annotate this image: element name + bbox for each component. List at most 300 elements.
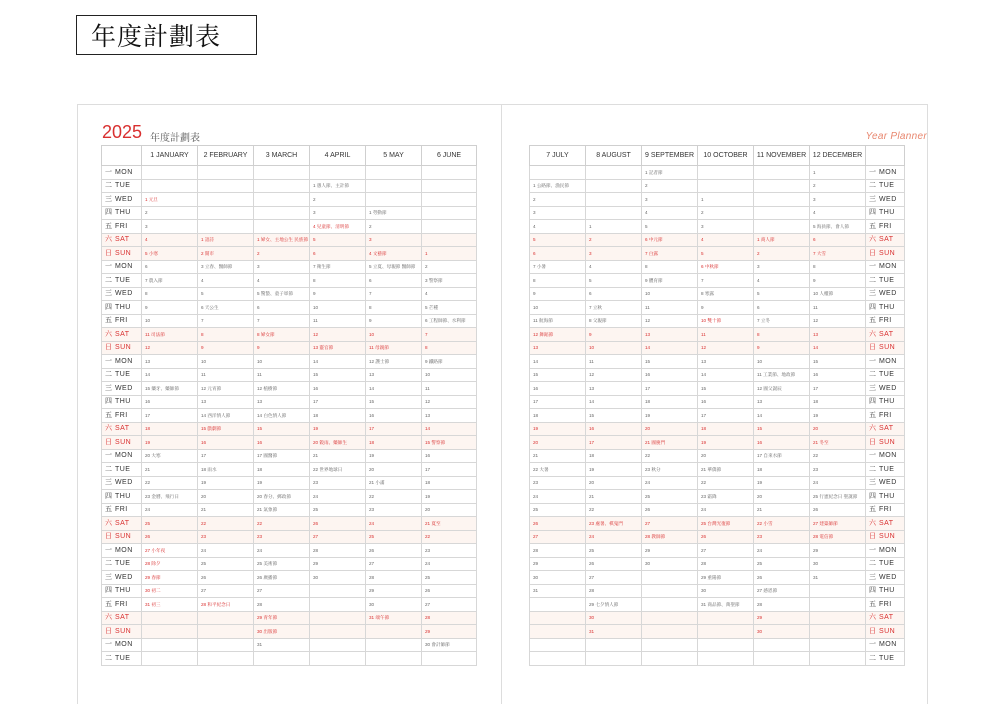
date-cell[interactable] (586, 638, 642, 652)
date-cell[interactable]: 7 大雪 (810, 247, 866, 261)
date-cell[interactable]: 12 國父誕辰 (754, 382, 810, 396)
date-cell[interactable] (310, 584, 366, 598)
date-cell[interactable]: 21 國慶門 (642, 436, 698, 450)
date-cell[interactable]: 11 司法節 (142, 328, 198, 342)
date-cell[interactable]: 12 舞蹈節 (530, 328, 586, 342)
date-cell[interactable]: 14 (530, 355, 586, 369)
date-cell[interactable]: 5 立夏、母親節 醫師節 (366, 260, 422, 274)
date-cell[interactable]: 20 (198, 490, 254, 504)
date-cell[interactable]: 27 (530, 530, 586, 544)
date-cell[interactable] (366, 166, 422, 180)
date-cell[interactable]: 26 (198, 571, 254, 585)
date-cell[interactable]: 13 (586, 382, 642, 396)
date-cell[interactable]: 28 (754, 598, 810, 612)
date-cell[interactable]: 27 建築師節 (810, 517, 866, 531)
date-cell[interactable]: 20 (698, 449, 754, 463)
date-cell[interactable]: 17 (310, 395, 366, 409)
date-cell[interactable]: 2 (810, 179, 866, 193)
date-cell[interactable]: 23 (754, 530, 810, 544)
date-cell[interactable]: 7 衛生節 (310, 260, 366, 274)
date-cell[interactable] (198, 638, 254, 652)
date-cell[interactable]: 17 自來水節 (754, 449, 810, 463)
date-cell[interactable] (422, 233, 477, 247)
date-cell[interactable]: 4 (254, 274, 310, 288)
date-cell[interactable]: 10 (422, 368, 477, 382)
date-cell[interactable] (422, 179, 477, 193)
date-cell[interactable]: 30 (754, 625, 810, 639)
date-cell[interactable]: 3 (754, 260, 810, 274)
date-cell[interactable] (810, 611, 866, 625)
date-cell[interactable] (586, 166, 642, 180)
date-cell[interactable]: 6 (254, 301, 310, 315)
date-cell[interactable]: 14 (366, 382, 422, 396)
date-cell[interactable]: 22 (642, 449, 698, 463)
date-cell[interactable]: 10 (642, 287, 698, 301)
date-cell[interactable] (422, 193, 477, 207)
date-cell[interactable]: 15 (310, 368, 366, 382)
date-cell[interactable]: 16 (310, 382, 366, 396)
date-cell[interactable]: 17 國醫節 (254, 449, 310, 463)
date-cell[interactable]: 14 西洋情人節 (198, 409, 254, 423)
date-cell[interactable]: 18 (310, 409, 366, 423)
date-cell[interactable]: 8 婦女節 (254, 328, 310, 342)
date-cell[interactable]: 9 (198, 341, 254, 355)
date-cell[interactable]: 24 (754, 544, 810, 558)
date-cell[interactable] (142, 611, 198, 625)
date-cell[interactable]: 22 (366, 490, 422, 504)
date-cell[interactable]: 31 (530, 584, 586, 598)
date-cell[interactable] (366, 638, 422, 652)
date-cell[interactable]: 4 (754, 274, 810, 288)
date-cell[interactable] (530, 625, 586, 639)
date-cell[interactable]: 23 金曆、飛行日 (142, 490, 198, 504)
date-cell[interactable]: 3 (698, 220, 754, 234)
date-cell[interactable]: 27 (642, 517, 698, 531)
date-cell[interactable]: 13 (366, 368, 422, 382)
date-cell[interactable]: 10 (198, 355, 254, 369)
date-cell[interactable] (810, 598, 866, 612)
date-cell[interactable]: 27 (310, 530, 366, 544)
date-cell[interactable]: 16 (642, 368, 698, 382)
date-cell[interactable]: 10 雙十節 (698, 314, 754, 328)
date-cell[interactable]: 13 (142, 355, 198, 369)
date-cell[interactable]: 11 (586, 355, 642, 369)
date-cell[interactable]: 8 (810, 260, 866, 274)
date-cell[interactable]: 20 穀雨、藥師生 (310, 436, 366, 450)
date-cell[interactable]: 20 (642, 422, 698, 436)
date-cell[interactable]: 5 芒種 (422, 301, 477, 315)
date-cell[interactable]: 25 (422, 571, 477, 585)
date-cell[interactable]: 5 (310, 233, 366, 247)
date-cell[interactable]: 9 體育節 (642, 274, 698, 288)
date-cell[interactable]: 26 廣播節 (254, 571, 310, 585)
date-cell[interactable]: 16 (254, 436, 310, 450)
date-cell[interactable]: 18 (586, 449, 642, 463)
date-cell[interactable] (642, 611, 698, 625)
date-cell[interactable]: 28 (586, 584, 642, 598)
date-cell[interactable]: 25 美術節 (254, 557, 310, 571)
date-cell[interactable] (366, 625, 422, 639)
date-cell[interactable]: 29 (366, 584, 422, 598)
date-cell[interactable] (142, 179, 198, 193)
date-cell[interactable]: 16 (366, 409, 422, 423)
date-cell[interactable] (198, 652, 254, 666)
date-cell[interactable]: 22 (254, 517, 310, 531)
date-cell[interactable]: 18 (142, 422, 198, 436)
date-cell[interactable] (198, 193, 254, 207)
date-cell[interactable]: 5 (698, 247, 754, 261)
date-cell[interactable]: 11 航海節 (530, 314, 586, 328)
date-cell[interactable]: 15 藥牙、藥師節 (142, 382, 198, 396)
date-cell[interactable]: 31 端午節 (366, 611, 422, 625)
date-cell[interactable] (530, 166, 586, 180)
date-cell[interactable]: 18 (366, 436, 422, 450)
date-cell[interactable] (810, 584, 866, 598)
date-cell[interactable]: 9 (810, 274, 866, 288)
date-cell[interactable]: 15 警察節 (422, 436, 477, 450)
date-cell[interactable] (754, 652, 810, 666)
date-cell[interactable]: 26 (642, 503, 698, 517)
date-cell[interactable]: 20 (754, 490, 810, 504)
date-cell[interactable] (698, 638, 754, 652)
date-cell[interactable]: 23 (530, 476, 586, 490)
date-cell[interactable] (254, 166, 310, 180)
date-cell[interactable]: 5 驚蟄、童子軍節 (254, 287, 310, 301)
date-cell[interactable]: 6 (142, 260, 198, 274)
date-cell[interactable]: 16 (810, 368, 866, 382)
date-cell[interactable] (198, 166, 254, 180)
date-cell[interactable]: 3 (586, 247, 642, 261)
date-cell[interactable]: 6 (754, 301, 810, 315)
date-cell[interactable]: 15 (642, 355, 698, 369)
date-cell[interactable]: 8 (310, 274, 366, 288)
date-cell[interactable]: 17 (422, 463, 477, 477)
date-cell[interactable]: 9 (366, 314, 422, 328)
date-cell[interactable]: 31 商品節、萬聖節 (698, 598, 754, 612)
date-cell[interactable]: 8 (642, 260, 698, 274)
date-cell[interactable] (642, 625, 698, 639)
date-cell[interactable]: 13 (422, 409, 477, 423)
date-cell[interactable]: 18 (422, 476, 477, 490)
date-cell[interactable]: 23 霜降 (698, 490, 754, 504)
date-cell[interactable]: 9 (530, 287, 586, 301)
date-cell[interactable]: 26 (142, 530, 198, 544)
date-cell[interactable] (642, 652, 698, 666)
date-cell[interactable]: 10 (530, 301, 586, 315)
date-cell[interactable]: 22 (198, 517, 254, 531)
date-cell[interactable]: 6 中元節 (642, 233, 698, 247)
date-cell[interactable]: 24 (698, 503, 754, 517)
date-cell[interactable]: 23 (198, 530, 254, 544)
date-cell[interactable]: 15 (530, 368, 586, 382)
date-cell[interactable]: 23 (422, 544, 477, 558)
date-cell[interactable]: 28 (254, 598, 310, 612)
date-cell[interactable]: 24 (310, 490, 366, 504)
date-cell[interactable]: 30 (810, 557, 866, 571)
date-cell[interactable] (586, 206, 642, 220)
date-cell[interactable] (142, 625, 198, 639)
date-cell[interactable]: 9 (754, 341, 810, 355)
date-cell[interactable]: 9 (142, 301, 198, 315)
date-cell[interactable] (366, 652, 422, 666)
date-cell[interactable]: 8 (142, 287, 198, 301)
date-cell[interactable]: 11 (698, 328, 754, 342)
date-cell[interactable]: 15 (366, 395, 422, 409)
date-cell[interactable]: 3 (254, 260, 310, 274)
date-cell[interactable]: 3 (142, 220, 198, 234)
date-cell[interactable]: 22 (586, 503, 642, 517)
date-cell[interactable]: 29 (422, 625, 477, 639)
date-cell[interactable]: 11 (642, 301, 698, 315)
date-cell[interactable]: 23 (366, 503, 422, 517)
date-cell[interactable]: 13 (810, 328, 866, 342)
date-cell[interactable] (810, 625, 866, 639)
date-cell[interactable]: 17 (642, 382, 698, 396)
date-cell[interactable]: 26 (310, 517, 366, 531)
date-cell[interactable]: 6 (586, 287, 642, 301)
date-cell[interactable]: 25 台灣光復節 (698, 517, 754, 531)
date-cell[interactable]: 25 (198, 557, 254, 571)
date-cell[interactable]: 16 (142, 395, 198, 409)
date-cell[interactable]: 8 (530, 274, 586, 288)
date-cell[interactable]: 25 (530, 503, 586, 517)
date-cell[interactable]: 10 (142, 314, 198, 328)
date-cell[interactable]: 15 戲劇節 (198, 422, 254, 436)
date-cell[interactable] (198, 206, 254, 220)
date-cell[interactable]: 11 (198, 368, 254, 382)
date-cell[interactable]: 16 (198, 436, 254, 450)
date-cell[interactable]: 1 (586, 220, 642, 234)
date-cell[interactable]: 22 小雪 (754, 517, 810, 531)
date-cell[interactable]: 23 (810, 463, 866, 477)
date-cell[interactable] (198, 179, 254, 193)
date-cell[interactable] (642, 584, 698, 598)
date-cell[interactable]: 28 (366, 571, 422, 585)
date-cell[interactable]: 16 (754, 436, 810, 450)
date-cell[interactable] (310, 611, 366, 625)
date-cell[interactable] (422, 206, 477, 220)
date-cell[interactable]: 18 (530, 409, 586, 423)
date-cell[interactable]: 24 (142, 503, 198, 517)
date-cell[interactable]: 12 植樹節 (254, 382, 310, 396)
date-cell[interactable]: 2 (586, 233, 642, 247)
date-cell[interactable]: 4 (422, 287, 477, 301)
date-cell[interactable]: 2 (698, 206, 754, 220)
date-cell[interactable]: 6 (530, 247, 586, 261)
date-cell[interactable] (422, 652, 477, 666)
date-cell[interactable]: 30 (310, 571, 366, 585)
date-cell[interactable]: 9 (698, 301, 754, 315)
date-cell[interactable]: 13 (254, 395, 310, 409)
date-cell[interactable]: 21 冬至 (810, 436, 866, 450)
date-cell[interactable]: 1 語詩 (198, 233, 254, 247)
date-cell[interactable]: 15 (586, 409, 642, 423)
date-cell[interactable]: 9 (310, 287, 366, 301)
date-cell[interactable]: 29 青年節 (254, 611, 310, 625)
date-cell[interactable]: 10 (366, 328, 422, 342)
date-cell[interactable]: 6 (810, 233, 866, 247)
date-cell[interactable]: 17 (698, 409, 754, 423)
date-cell[interactable]: 10 (254, 355, 310, 369)
date-cell[interactable]: 24 (586, 530, 642, 544)
date-cell[interactable]: 8 (422, 341, 477, 355)
date-cell[interactable]: 7 立冬 (754, 314, 810, 328)
date-cell[interactable]: 29 (754, 611, 810, 625)
date-cell[interactable]: 7 (254, 314, 310, 328)
date-cell[interactable] (586, 179, 642, 193)
date-cell[interactable]: 2 (310, 193, 366, 207)
date-cell[interactable]: 21 氣象節 (254, 503, 310, 517)
date-cell[interactable]: 19 (366, 449, 422, 463)
date-cell[interactable]: 18 (754, 463, 810, 477)
date-cell[interactable]: 10 人權節 (810, 287, 866, 301)
date-cell[interactable]: 13 靈官節 (310, 341, 366, 355)
date-cell[interactable]: 28 (422, 611, 477, 625)
date-cell[interactable]: 30 (366, 598, 422, 612)
date-cell[interactable] (198, 611, 254, 625)
date-cell[interactable]: 14 (754, 409, 810, 423)
date-cell[interactable]: 20 (586, 476, 642, 490)
date-cell[interactable]: 27 (422, 598, 477, 612)
date-cell[interactable]: 11 (810, 301, 866, 315)
date-cell[interactable]: 25 (586, 544, 642, 558)
date-cell[interactable]: 24 (810, 476, 866, 490)
date-cell[interactable]: 21 (754, 503, 810, 517)
date-cell[interactable]: 13 (642, 328, 698, 342)
date-cell[interactable]: 2 (254, 247, 310, 261)
date-cell[interactable]: 20 大寒 (142, 449, 198, 463)
date-cell[interactable]: 6 (310, 247, 366, 261)
date-cell[interactable]: 6 工程師節、水利節 (422, 314, 477, 328)
date-cell[interactable] (422, 166, 477, 180)
date-cell[interactable] (586, 193, 642, 207)
date-cell[interactable]: 11 母親節 (366, 341, 422, 355)
date-cell[interactable]: 6 天公生 (198, 301, 254, 315)
date-cell[interactable]: 29 七夕情人節 (586, 598, 642, 612)
date-cell[interactable]: 30 出版節 (254, 625, 310, 639)
date-cell[interactable]: 5 (198, 287, 254, 301)
date-cell[interactable]: 30 (586, 611, 642, 625)
date-cell[interactable]: 6 (366, 274, 422, 288)
date-cell[interactable]: 26 (422, 584, 477, 598)
date-cell[interactable] (142, 652, 198, 666)
date-cell[interactable]: 19 (310, 422, 366, 436)
date-cell[interactable]: 19 (810, 409, 866, 423)
date-cell[interactable]: 17 (142, 409, 198, 423)
date-cell[interactable]: 15 (254, 422, 310, 436)
date-cell[interactable]: 24 (530, 490, 586, 504)
date-cell[interactable]: 16 (698, 395, 754, 409)
date-cell[interactable]: 20 (366, 463, 422, 477)
date-cell[interactable] (698, 611, 754, 625)
date-cell[interactable]: 19 (530, 422, 586, 436)
date-cell[interactable] (366, 179, 422, 193)
date-cell[interactable]: 22 (698, 476, 754, 490)
date-cell[interactable]: 1 (698, 193, 754, 207)
date-cell[interactable] (530, 611, 586, 625)
date-cell[interactable] (698, 179, 754, 193)
date-cell[interactable]: 24 (254, 544, 310, 558)
date-cell[interactable]: 14 (310, 355, 366, 369)
date-cell[interactable]: 18 雨水 (198, 463, 254, 477)
date-cell[interactable]: 31 (810, 571, 866, 585)
date-cell[interactable]: 14 (810, 341, 866, 355)
date-cell[interactable]: 30 (530, 571, 586, 585)
date-cell[interactable]: 25 (142, 517, 198, 531)
date-cell[interactable]: 28 除夕 (142, 557, 198, 571)
date-cell[interactable]: 6 中秋節 (698, 260, 754, 274)
date-cell[interactable]: 13 (530, 341, 586, 355)
date-cell[interactable]: 25 (310, 503, 366, 517)
date-cell[interactable]: 8 父親節 (586, 314, 642, 328)
date-cell[interactable]: 4 兒童節、清明節 (310, 220, 366, 234)
date-cell[interactable] (754, 220, 810, 234)
date-cell[interactable]: 3 警察節 (422, 274, 477, 288)
date-cell[interactable]: 12 (810, 314, 866, 328)
date-cell[interactable]: 8 (198, 328, 254, 342)
date-cell[interactable]: 31 (586, 625, 642, 639)
date-cell[interactable]: 25 (366, 530, 422, 544)
date-cell[interactable]: 2 (142, 206, 198, 220)
date-cell[interactable] (754, 166, 810, 180)
date-cell[interactable]: 1 公路節、漁民節 (530, 179, 586, 193)
date-cell[interactable]: 7 (198, 314, 254, 328)
date-cell[interactable]: 12 (698, 341, 754, 355)
date-cell[interactable]: 21 (142, 463, 198, 477)
date-cell[interactable]: 5 (586, 274, 642, 288)
date-cell[interactable]: 14 (698, 368, 754, 382)
date-cell[interactable]: 7 白露 (642, 247, 698, 261)
date-cell[interactable]: 11 (422, 382, 477, 396)
date-cell[interactable]: 29 重陽節 (698, 571, 754, 585)
date-cell[interactable]: 22 (422, 530, 477, 544)
date-cell[interactable]: 4 文藝節 (366, 247, 422, 261)
date-cell[interactable]: 9 (586, 328, 642, 342)
date-cell[interactable]: 11 工業節、地政節 (754, 368, 810, 382)
date-cell[interactable] (754, 193, 810, 207)
date-cell[interactable] (366, 193, 422, 207)
date-cell[interactable]: 28 (698, 557, 754, 571)
date-cell[interactable]: 26 (698, 530, 754, 544)
date-cell[interactable]: 17 (810, 382, 866, 396)
date-cell[interactable]: 29 (642, 544, 698, 558)
date-cell[interactable]: 15 (810, 355, 866, 369)
date-cell[interactable]: 21 (586, 490, 642, 504)
date-cell[interactable]: 1 元旦 (142, 193, 198, 207)
date-cell[interactable]: 17 (366, 422, 422, 436)
date-cell[interactable] (310, 625, 366, 639)
date-cell[interactable]: 30 (642, 557, 698, 571)
date-cell[interactable]: 29 (310, 557, 366, 571)
date-cell[interactable]: 25 (642, 490, 698, 504)
date-cell[interactable]: 3 (810, 193, 866, 207)
date-cell[interactable]: 26 (810, 503, 866, 517)
date-cell[interactable]: 16 (422, 449, 477, 463)
date-cell[interactable]: 19 (198, 476, 254, 490)
date-cell[interactable]: 18 (810, 395, 866, 409)
date-cell[interactable] (698, 625, 754, 639)
date-cell[interactable]: 24 (198, 544, 254, 558)
date-cell[interactable] (254, 179, 310, 193)
date-cell[interactable]: 12 元宵節 (198, 382, 254, 396)
date-cell[interactable]: 17 (530, 395, 586, 409)
date-cell[interactable]: 12 (142, 341, 198, 355)
date-cell[interactable]: 21 夏至 (422, 517, 477, 531)
date-cell[interactable]: 22 大暑 (530, 463, 586, 477)
date-cell[interactable]: 22 (142, 476, 198, 490)
date-cell[interactable]: 18 (698, 422, 754, 436)
date-cell[interactable]: 13 (698, 355, 754, 369)
